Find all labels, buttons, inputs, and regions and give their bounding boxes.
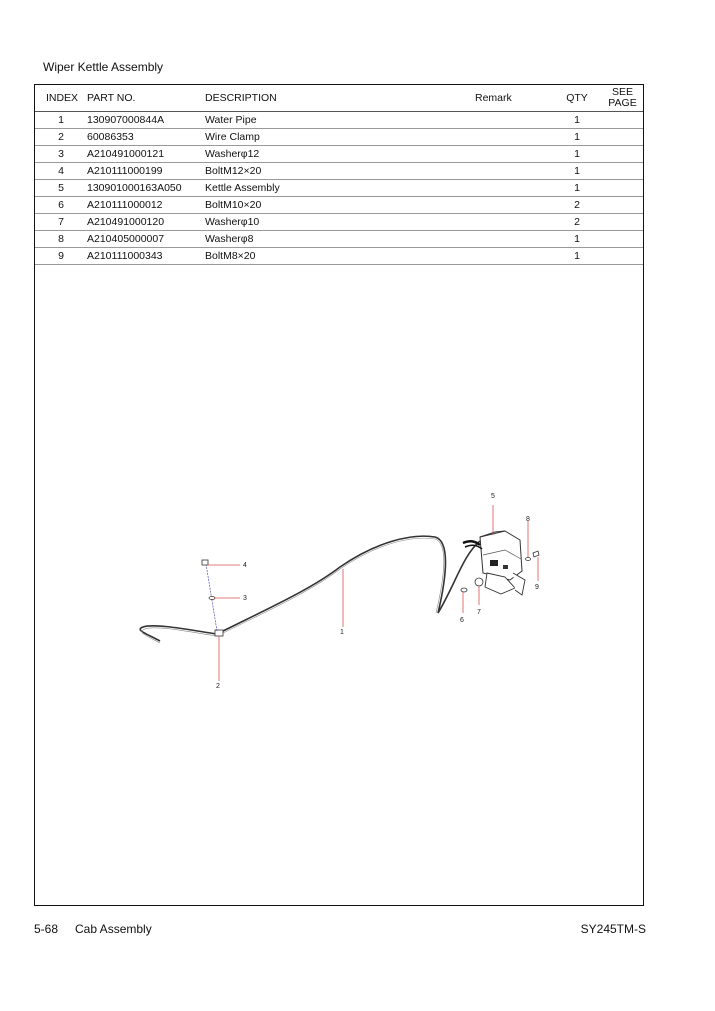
callout-7: 7	[477, 609, 481, 616]
cell-description: Water Pipe	[205, 112, 475, 129]
cell-index: 1	[35, 112, 87, 129]
cell-qty: 1	[552, 231, 602, 248]
callout-1: 1	[340, 629, 344, 636]
footer-page-number: 5-68	[34, 922, 59, 936]
cell-qty: 1	[552, 129, 602, 146]
cell-part-no: 60086353	[87, 129, 205, 146]
cell-part-no: A210111000012	[87, 197, 205, 214]
callout-6: 6	[460, 617, 464, 624]
cell-index: 3	[35, 146, 87, 163]
cell-qty: 1	[552, 146, 602, 163]
cell-part-no: A210111000199	[87, 163, 205, 180]
callout-5: 5	[491, 493, 495, 500]
cell-part-no: 130907000844A	[87, 112, 205, 129]
cell-description: BoltM10×20	[205, 197, 475, 214]
cell-qty: 1	[552, 112, 602, 129]
cell-description: Washerφ8	[205, 231, 475, 248]
page-title: Wiper Kettle Assembly	[43, 60, 164, 74]
cell-part-no: A210111000343	[87, 248, 205, 265]
callout-8: 8	[526, 516, 530, 523]
cell-qty: 1	[552, 248, 602, 265]
header-qty: QTY	[552, 85, 602, 112]
header-description: DESCRIPTION	[205, 85, 475, 112]
cell-index: 9	[35, 248, 87, 265]
cell-description: BoltM12×20	[205, 163, 475, 180]
bolt-shape-4	[202, 560, 208, 565]
callout-2: 2	[216, 683, 220, 690]
cell-qty: 1	[552, 180, 602, 197]
cell-part-no: 130901000163A050	[87, 180, 205, 197]
cell-index: 7	[35, 214, 87, 231]
cell-index: 4	[35, 163, 87, 180]
cell-description: Kettle Assembly	[205, 180, 475, 197]
footer-model: SY245TM-S	[580, 922, 646, 936]
cell-index: 6	[35, 197, 87, 214]
cell-index: 5	[35, 180, 87, 197]
washer-shape-8	[526, 558, 531, 561]
cell-qty: 1	[552, 163, 602, 180]
callout-9: 9	[535, 584, 539, 591]
leader-lines	[207, 505, 538, 681]
header-remark: Remark	[475, 85, 552, 112]
header-see: SEE	[611, 86, 633, 98]
cell-qty: 2	[552, 214, 602, 231]
assembly-diagram	[35, 85, 642, 904]
washer-shape-7	[475, 578, 483, 586]
callout-3: 3	[243, 595, 247, 602]
water-pipe-inner	[142, 538, 444, 643]
cell-description: BoltM8×20	[205, 248, 475, 265]
footer-section: Cab Assembly	[75, 922, 152, 936]
cell-part-no: A210405000007	[87, 231, 205, 248]
cell-description: Wire Clamp	[205, 129, 475, 146]
cell-description: Washerφ12	[205, 146, 475, 163]
bolt-shape-9	[533, 551, 539, 557]
cell-qty: 2	[552, 197, 602, 214]
header-page: PAGE	[608, 97, 637, 109]
header-part-no: PART NO.	[87, 85, 205, 112]
cell-part-no: A210491000120	[87, 214, 205, 231]
callout-4: 4	[243, 562, 247, 569]
parts-frame	[34, 84, 644, 906]
cell-index: 8	[35, 231, 87, 248]
kettle-shape	[463, 531, 525, 595]
header-index: INDEX	[35, 85, 87, 112]
cell-description: Washerφ10	[205, 214, 475, 231]
cell-index: 2	[35, 129, 87, 146]
wire-clamp-shape	[215, 630, 223, 636]
bolt-shape-6	[461, 588, 467, 592]
cell-part-no: A210491000121	[87, 146, 205, 163]
